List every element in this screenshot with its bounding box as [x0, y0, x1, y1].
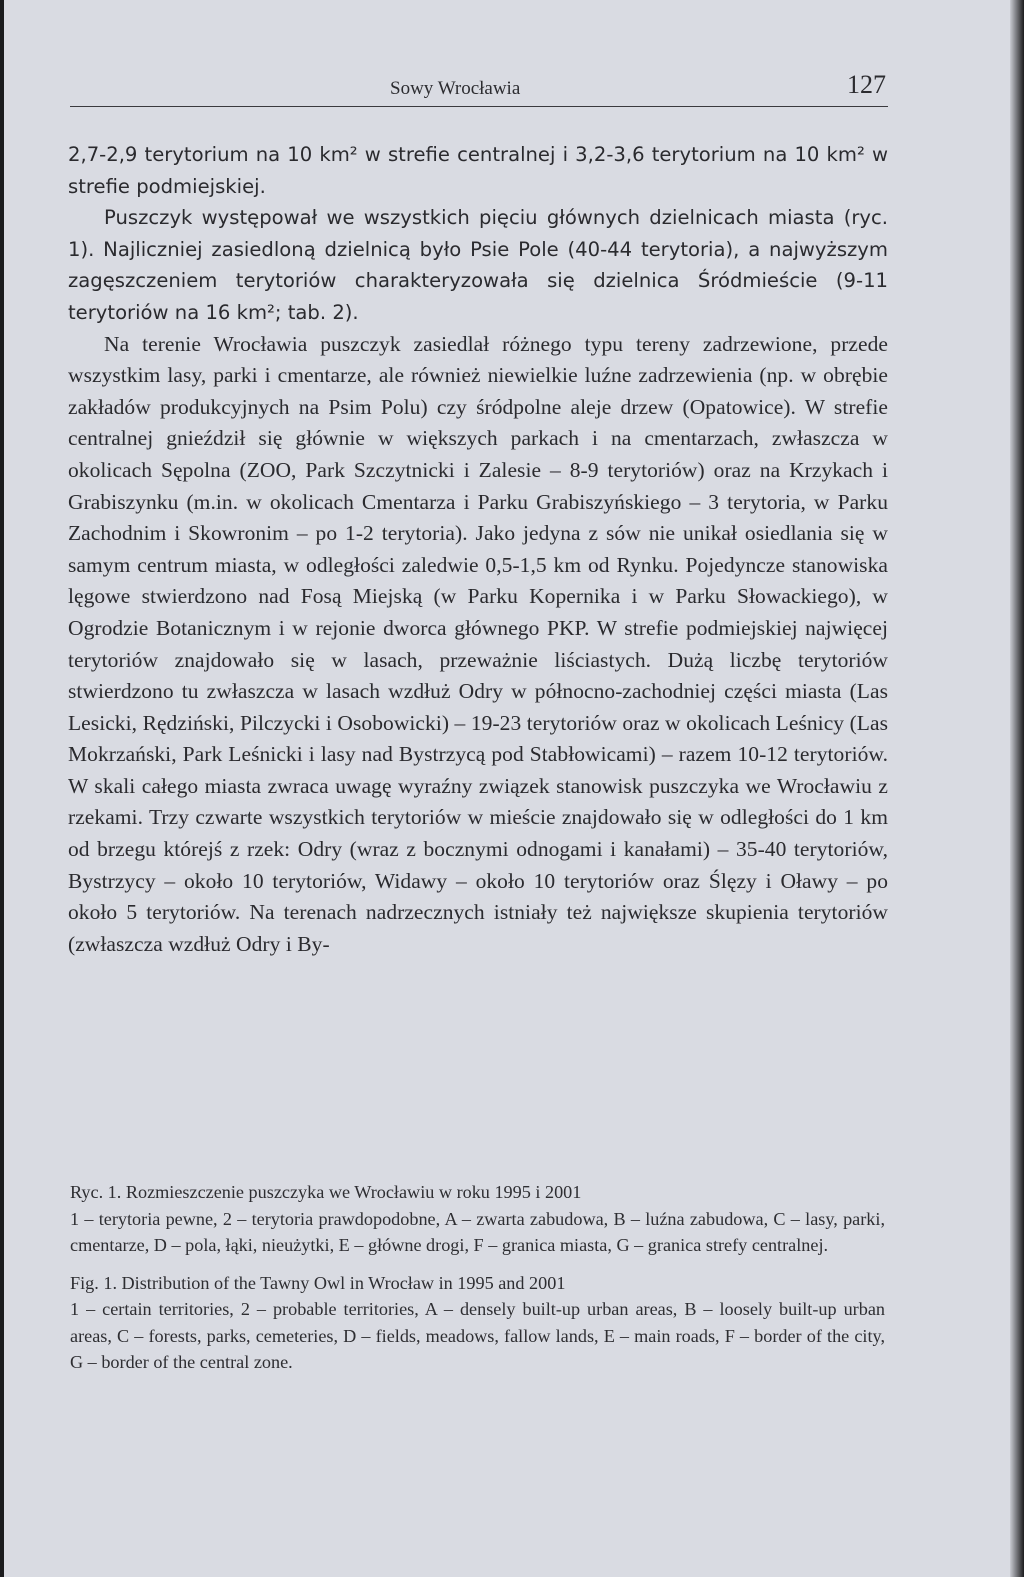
body-text [68, 139, 888, 960]
caption-pl-title: Ryc. 1. Rozmieszczenie puszczyka we Wrocławiu w roku 1995 i 2001 [70, 1182, 582, 1202]
page-edge-shadow [1010, 0, 1024, 1577]
paragraph-2: Puszczyk występował we wszystkich pięciu głównych dzielnicach miasta (ryc. 1). Najliczniej zasiedloną dzielnicą było Psie Pole (40-44 terytoria), a najwyższym zagęszczeniem terytoriów charakteryzowała się dzielnica Śródmieście (9-11 terytoriów na 16 km²; tab. 2). [68, 206, 888, 324]
caption-en-legend: 1 – certain territories, 2 – probable territories, A – densely built-up urban areas, B – loosely built-up urban areas, C – forests, parks, cemeteries, D – fields, meadows, fallow lands, E – main roads, F – border of the city, G – border of the central zone. [70, 1299, 885, 1372]
caption-en-title: Fig. 1. Distribution of the Tawny Owl in Wrocław in 1995 and 2001 [70, 1272, 566, 1293]
paragraph-1: 2,7-2,9 terytorium na 10 km² w strefie centralnej i 3,2-3,6 terytorium na 10 km² w strefie podmiejskiej. [68, 143, 888, 198]
figure-captions [70, 1179, 885, 1376]
running-title: Sowy Wrocławia [390, 78, 521, 99]
caption-pl-legend: 1 – terytoria pewne, 2 – terytoria prawdopodobne, A – zwarta zabudowa, B – luźna zabudowa, C – lasy, parki, cmentarze, D – pola, łąki, nieużytki, E – główne drogi, F – granica miasta, G – granica strefy centralnej. [70, 1208, 885, 1255]
page-number: 127 [847, 70, 886, 99]
book-page [4, 0, 1010, 1577]
paragraph-3: Na terenie Wrocławia puszczyk zasiedlał różnego typu tereny zadrzewione, przede wszystkim lasy, parki i cmentarze, ale również niewielkie luźne zadrzewienia (np. w obrębie zakładów produkcyjnych na Psim Polu) czy śródpolne aleje drzew (Opatowice). W strefie centralnej gnieździł się głównie w większych parkach i na cmentarzach, zwłaszcza w okolicach Sępolna (ZOO, Park Szczytnicki i Zalesie – 8-9 terytoriów) oraz na Krzykach i Grabiszynku (m.in. w okolicach Cmentarza i Parku Grabiszyńskiego – 3 terytoria, w Parku Zachodnim i Skowronim – po 1-2 terytoria). Jako jedyna z sów nie unikał osiedlania się w samym centrum miasta, w odległości zaledwie 0,5-1,5 km od Rynku. Pojedyncze stanowiska lęgowe stwierdzono nad Fosą Miejską (w Parku Kopernika i w Parku Słowackiego), w Ogrodzie Botanicznym i w rejonie dworca głównego PKP. W strefie podmiejskiej najwięcej terytoriów znajdowało się w lasach, przeważnie liściastych. Dużą liczbę terytoriów stwierdzono tu zwłaszcza w lasach wzdłuż Odry w północno-zachodniej części miasta (Las Lesicki, Rędziński, Pilczycki i Osobowicki) – 19-23 terytoriów oraz w okolicach Leśnicy (Las Mokrzański, Park Leśnicki i lasy nad Bystrzycą pod Stabłowicami) – razem 10-12 terytoriów. W skali całego miasta zwraca uwagę wyraźny związek stanowisk puszczyka we Wrocławiu z rzekami. Trzy czwarte wszystkich terytoriów w mieście znajdowało się w odległości do 1 km od brzegu którejś z rzek: Odry (wraz z bocznymi odnogami i kanałami) – 35-40 terytoriów, Bystrzycy – około 10 terytoriów, Widawy – około 10 terytoriów oraz Ślęzy i Oławy – po około 5 terytoriów. Na terenach nadrzecznych istniały też największe skupienia terytoriów (zwłaszcza wzdłuż Odry i By- [68, 331, 888, 956]
page-header [70, 70, 888, 107]
